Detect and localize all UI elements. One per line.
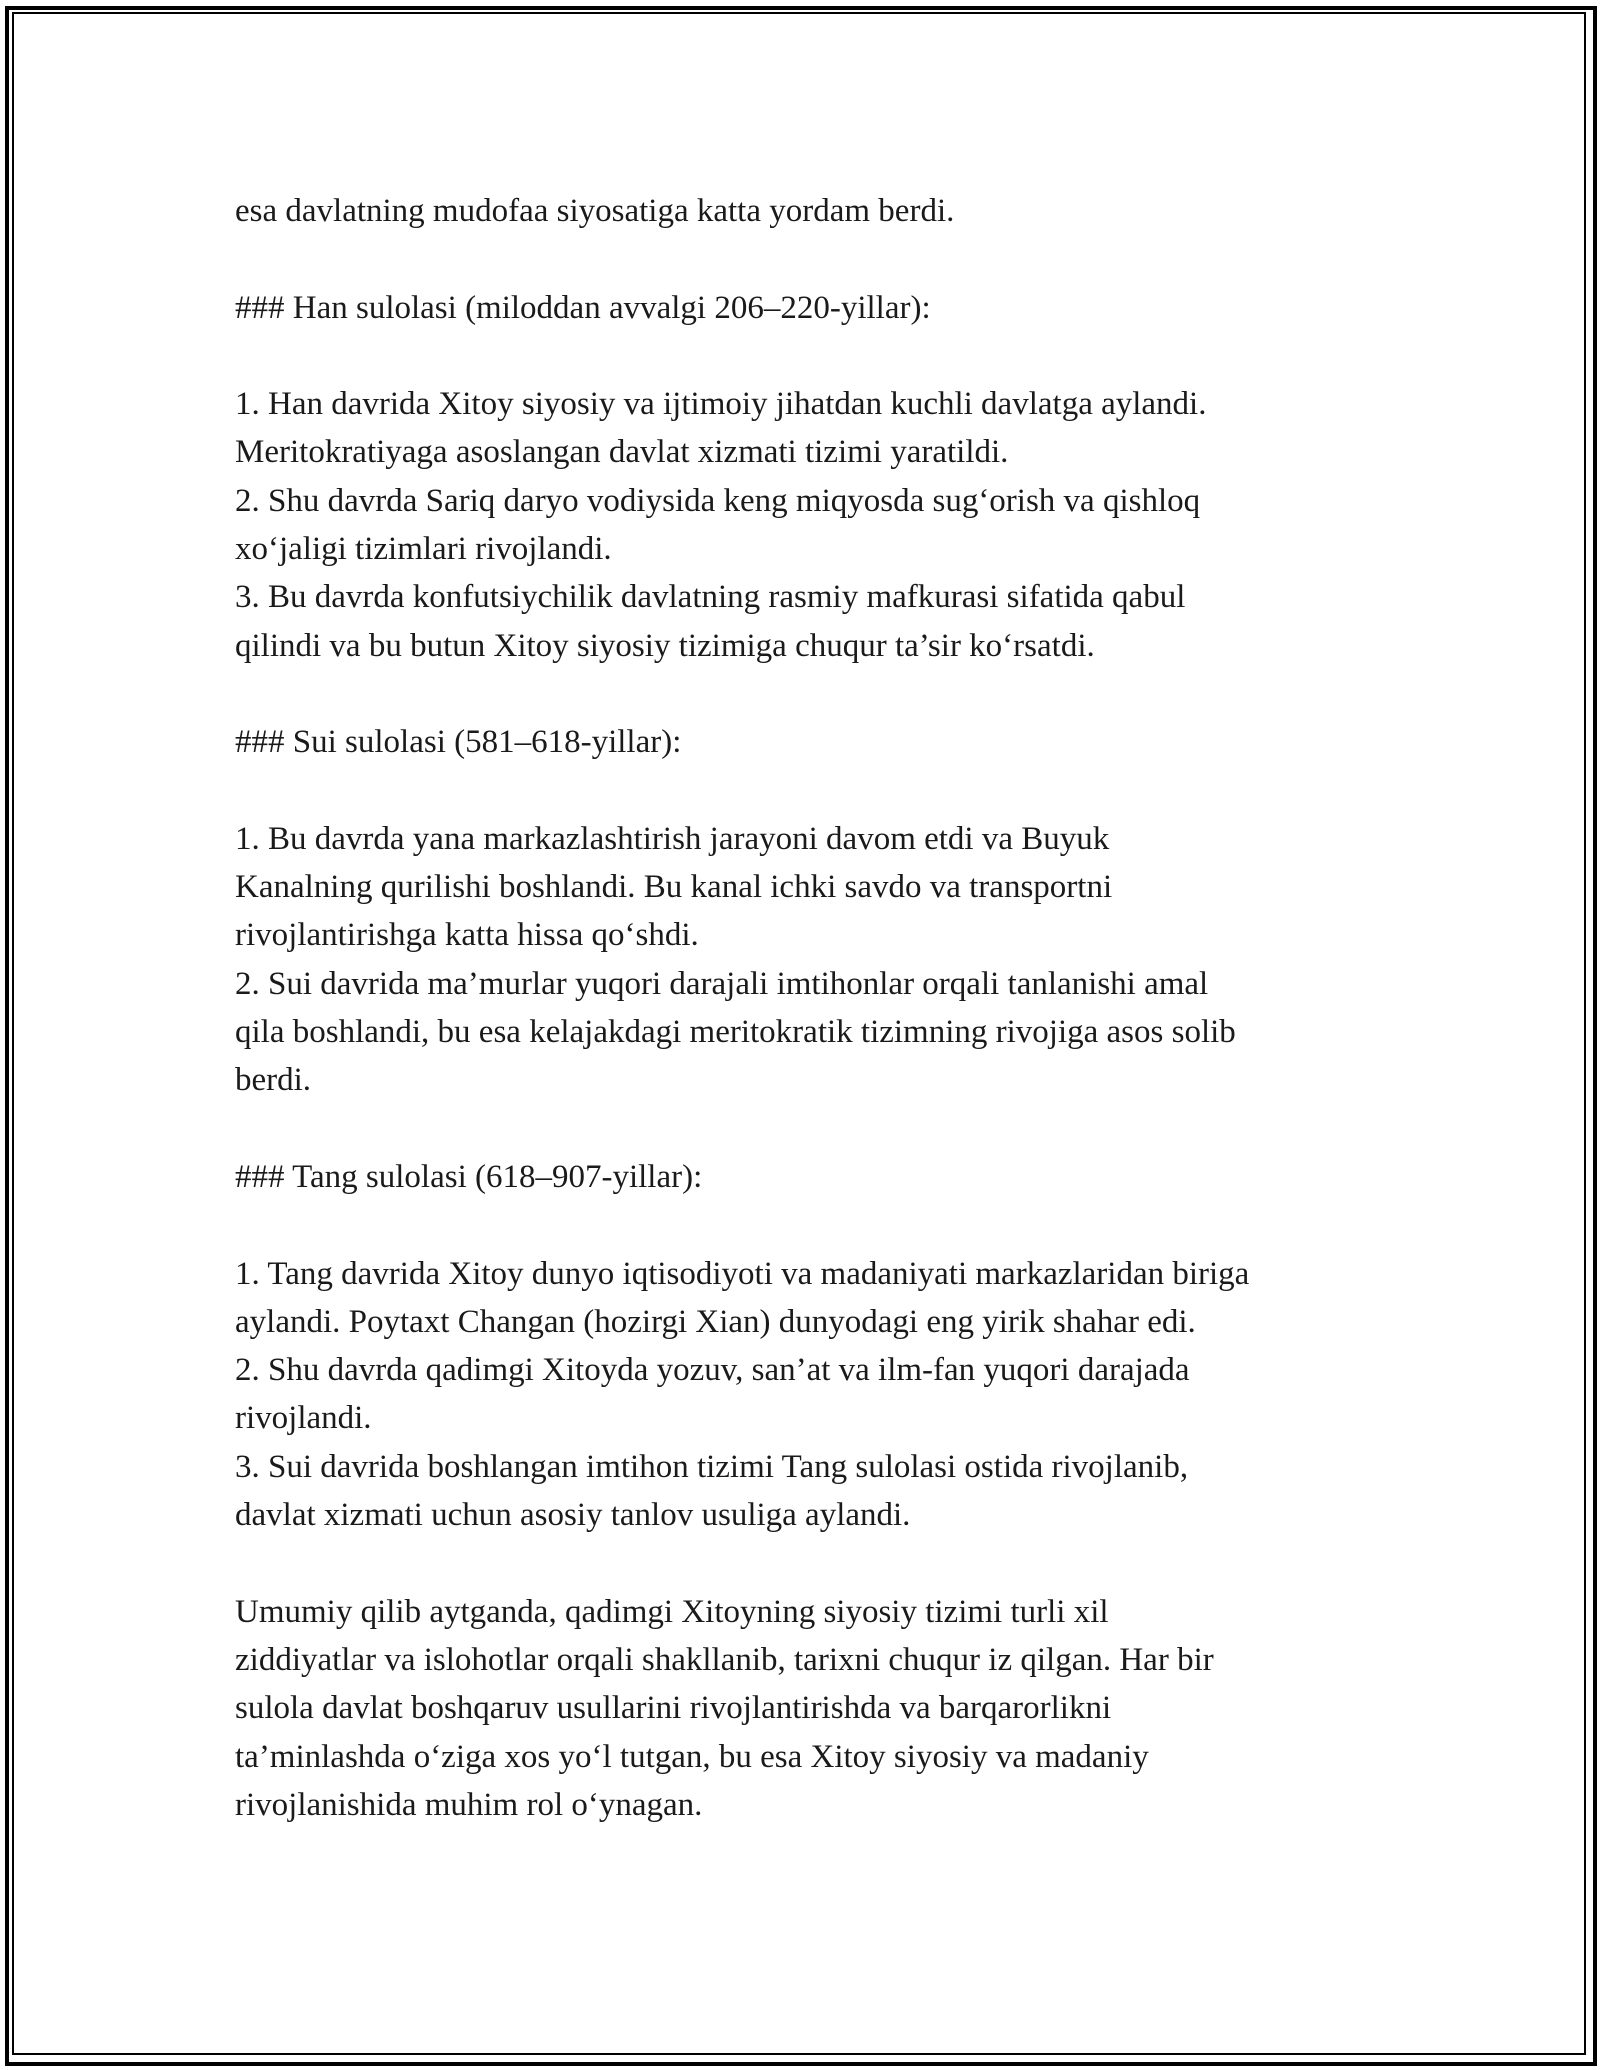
spacer xyxy=(235,670,1375,718)
paragraph-line: davlat xizmati uchun asosiy tanlov usuliga aylandi. xyxy=(235,1497,911,1534)
paragraph-line: 3. Sui davrida boshlangan imtihon tizimi Tang sulolasi ostida rivojlanib, xyxy=(235,1448,1189,1485)
section-heading-han: ### Han sulolasi (miloddan avvalgi 206–220-yillar): xyxy=(235,289,931,326)
conclusion-line: sulola davlat boshqaruv usullarini rivojlantirishda va barqarorlikni xyxy=(235,1690,1112,1727)
conclusion-line: ziddiyatlar va islohotlar orqali shakllanib, tarixni chuqur iz qilgan. Har bir xyxy=(235,1641,1214,1678)
paragraph-line: Kanalning qurilishi boshlandi. Bu kanal ichki savdo va transportni xyxy=(235,869,1113,906)
paragraph-line: rivojlandi. xyxy=(235,1400,372,1437)
paragraph-line: 3. Bu davrda konfutsiychilik davlatning rasmiy mafkurasi sifatida qabul xyxy=(235,579,1186,616)
spacer xyxy=(235,1539,1375,1587)
section-heading-sui: ### Sui sulolasi (581–618-yillar): xyxy=(235,724,682,761)
conclusion-line: Umumiy qilib aytganda, qadimgi Xitoyning siyosiy tizimi turli xil xyxy=(235,1593,1109,1630)
document-body xyxy=(235,187,1375,1829)
paragraph-line: qila boshlandi, bu esa kelajakdagi meritokratik tizimning rivojiga asos solib xyxy=(235,1014,1236,1051)
section-heading-tang: ### Tang sulolasi (618–907-yillar): xyxy=(235,1158,703,1195)
paragraph-line: qilindi va bu butun Xitoy siyosiy tizimiga chuqur ta’sir ko‘rsatdi. xyxy=(235,627,1095,664)
paragraph-line: 1. Bu davrda yana markazlashtirish jarayoni davom etdi va Buyuk xyxy=(235,820,1110,857)
paragraph-line: xo‘jaligi tizimlari rivojlandi. xyxy=(235,531,612,568)
intro-line: esa davlatning mudofaa siyosatiga katta yordam berdi. xyxy=(235,193,955,229)
paragraph-line: 2. Shu davrda Sariq daryo vodiysida keng miqyosda sug‘orish va qishloq xyxy=(235,482,1201,519)
spacer xyxy=(235,767,1375,815)
paragraph-line: aylandi. Poytaxt Changan (hozirgi Xian) dunyodagi eng yirik shahar edi. xyxy=(235,1303,1196,1340)
paragraph-line: berdi. xyxy=(235,1062,312,1099)
spacer xyxy=(235,332,1375,380)
spacer xyxy=(235,1105,1375,1153)
spacer xyxy=(235,235,1375,283)
paragraph-line: 1. Tang davrida Xitoy dunyo iqtisodiyoti va madaniyati markazlaridan biriga xyxy=(235,1255,1250,1292)
spacer xyxy=(235,1201,1375,1249)
paragraph-line: rivojlantirishga katta hissa qo‘shdi. xyxy=(235,917,699,954)
conclusion-line: rivojlanishida muhim rol o‘ynagan. xyxy=(235,1786,703,1823)
paragraph-line: 1. Han davrida Xitoy siyosiy va ijtimoiy jihatdan kuchli davlatga aylandi. xyxy=(235,386,1207,423)
paragraph-line: Meritokratiyaga asoslangan davlat xizmati tizimi yaratildi. xyxy=(235,434,1009,471)
paragraph-line: 2. Sui davrida ma’murlar yuqori darajali imtihonlar orqali tanlanishi amal xyxy=(235,965,1209,1002)
conclusion-line: ta’minlashda o‘ziga xos yo‘l tutgan, bu esa Xitoy siyosiy va madaniy xyxy=(235,1738,1149,1775)
paragraph-line: 2. Shu davrda qadimgi Xitoyda yozuv, san’at va ilm-fan yuqori darajada xyxy=(235,1352,1190,1389)
